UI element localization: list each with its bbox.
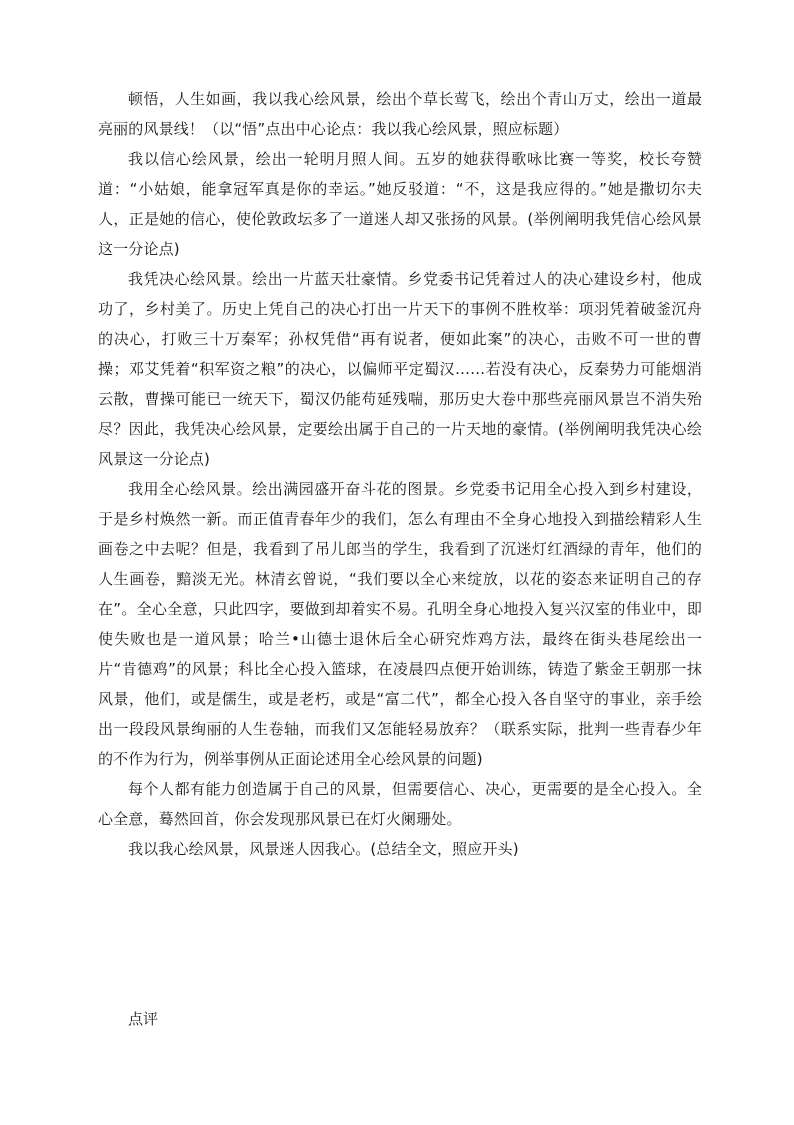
- paragraph-note: （联系实际，批判一些青春少年的不作为行为，例举事例从正面论述用全心绘风景的问题): [98, 720, 702, 768]
- essay-body: [98, 84, 702, 864]
- comment-heading: 点评: [128, 1010, 159, 1028]
- paragraph-note: （以“悟”点出中心论点：我以我心绘风景，照应标题）: [204, 120, 569, 138]
- paragraph-note: (举例阐明我凭决心绘风景这一分论点): [98, 420, 702, 468]
- paragraph-conclusion: [98, 834, 702, 864]
- paragraph-confidence: [98, 144, 702, 264]
- paragraph-wholeheart: [98, 474, 702, 774]
- paragraph-summary: [98, 774, 702, 834]
- paragraph-determination: [98, 264, 702, 474]
- paragraph-text: 我以信心绘风景，绘出一轮明月照人间。五岁的她获得歌咏比赛一等奖，校长夸赞道：“小姑娘，能拿冠军真是你的幸运。”她反驳道：“不，这是我应得的。”她是撒切尔夫人，正是她的信心，使伦敦政坛多了一道迷人却又张扬的风景。: [98, 150, 702, 228]
- paragraph-note: (举例阐明我凭信心绘风景这一分论点): [98, 210, 703, 258]
- paragraph-text: 我凭决心绘风景。绘出一片蓝天壮豪情。乡党委书记凭着过人的决心建设乡村，他成功了，乡村美了。历史上凭自己的决心打出一片天下的事例不胜枚举：项羽凭着破釜沉舟的决心，打败三十万秦军；孙权凭借“再有说者，便如此案”的决心，击败不可一世的曹操；邓艾凭着“积军资之粮”的决心，以偏师平定蜀汉……若没有决心，反秦势力可能烟消云散，曹操可能已一统天下，蜀汉仍能苟延残喘，那历史大卷中那些亮丽风景岂不消失殆尽？因此，我凭决心绘风景，定要绘出属于自己的一片天地的豪情。: [98, 270, 702, 438]
- paragraph-text: 每个人都有能力创造属于自己的风景，但需要信心、决心，更需要的是全心投入。全心全意，蓦然回首，你会发现那风景已在灯火阑珊处。: [98, 780, 702, 828]
- paragraph-thesis: [98, 84, 702, 144]
- paragraph-text: 我以我心绘风景，风景迷人因我心。: [128, 840, 371, 858]
- paragraph-text: 我用全心绘风景。绘出满园盛开奋斗花的图景。乡党委书记用全心投入到乡村建设，于是乡村焕然一新。而正值青春年少的我们，怎么有理由不全身心地投入到描绘精彩人生画卷之中去呢？但是，我看到了吊儿郎当的学生，我看到了沉迷灯红酒绿的青年，他们的人生画卷，黯淡无光。林清玄曾说，“我们要以全心来绽放，以花的姿态来证明自己的存在”。全心全意，只此四字，要做到却着实不易。孔明全身心地投入复兴汉室的伟业中，即使失败也是一道风景；哈兰•山德士退休后全心研究炸鸡方法，最终在街头巷尾绘出一片“肯德鸡”的风景；科比全心投入篮球，在凌晨四点便开始训练，铸造了紫金王朝那一抹风景，他们，或是儒生，或是老朽，或是“富二代”，都全心投入各自坚守的事业，亲手绘出一段段风景绚丽的人生卷轴，而我们又怎能轻易放弃？: [98, 480, 702, 738]
- paragraph-text: 顿悟，人生如画，我以我心绘风景，绘出个草长莺飞，绘出个青山万丈，绘出一道最亮丽的风景线！: [98, 90, 702, 138]
- paragraph-note: (总结全文，照应开头): [370, 840, 519, 858]
